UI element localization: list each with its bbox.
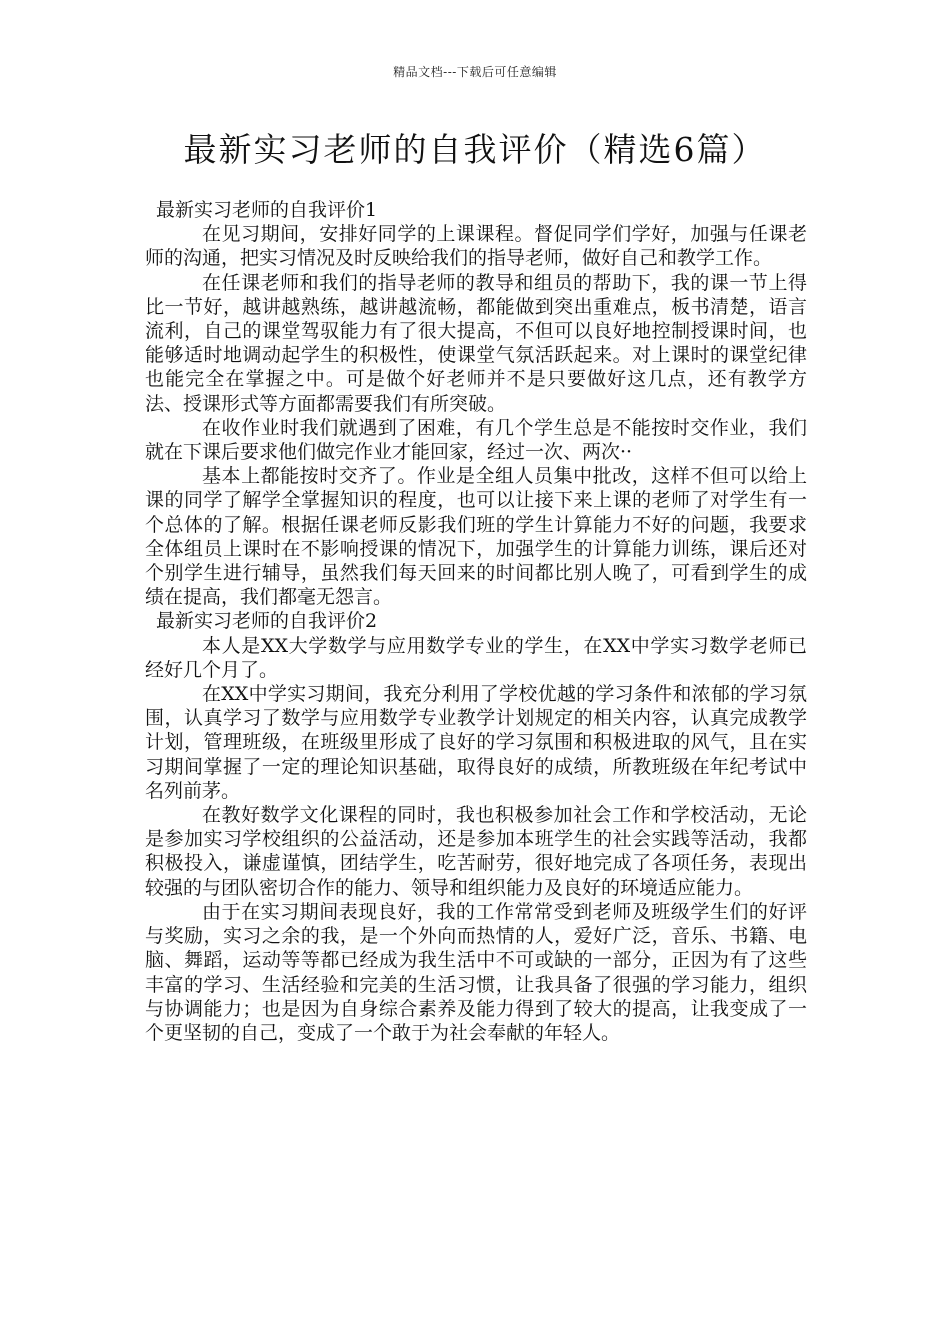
paragraph: 基本上都能按时交齐了。作业是全组人员集中批改，这样不但可以给上课的同学了解学全掌握知识的程度，也可以让接下来上课的老师了对学生有一个总体的了解。根据任课老师反影我们班的学生计算能力不好的问题，我要求全体组员上课时在不影响授课的情况下，加强学生的计算能力训练，课后还对个别学生进行辅导，虽然我们每天回来的时间都比别人晚了，可看到学生的成绩在提高，我们都毫无怨言。	[145, 465, 807, 609]
paragraph: 在XX中学实习期间，我充分利用了学校优越的学习条件和浓郁的学习氛围，认真学习了数学与应用数学专业教学计划规定的相关内容，认真完成教学计划，管理班级，在班级里形成了良好的学习氛围和积极进取的风气，且在实习期间掌握了一定的理论知识基础，取得良好的成绩，所教班级在年纪考试中名列前茅。	[145, 683, 807, 802]
section-heading: 最新实习老师的自我评价1	[156, 199, 378, 221]
page-header: 精品文档---下载后可任意编辑	[393, 65, 557, 79]
paragraph: 在见习期间，安排好同学的上课课程。督促同学们学好，加强与任课老师的沟通，把实习情况及时反映给我们的指导老师，做好自己和教学工作。	[145, 223, 807, 270]
paragraph: 在教好数学文化课程的同时，我也积极参加社会工作和学校活动，无论是参加实习学校组织的公益活动，还是参加本班学生的社会实践等活动，我都积极投入，谦虚谨慎，团结学生，吃苦耐劳，很好地完成了各项任务，表现出较强的与团队密切合作的能力、领导和组织能力及良好的环境适应能力。	[145, 804, 807, 899]
document-title: 最新实习老师的自我评价（精选6篇）	[183, 130, 767, 169]
document-body	[145, 198, 807, 1045]
paragraph: 在收作业时我们就遇到了困难，有几个学生总是不能按时交作业，我们就在下课后要求他们做完作业才能回家，经过一次、两次··	[145, 416, 807, 464]
paragraph: 由于在实习期间表现良好，我的工作常常受到老师及班级学生们的好评与奖励，实习之余的我，是一个外向而热情的人，爱好广泛，音乐、书籍、电脑、舞蹈，运动等等都已经成为我生活中不可或缺的一部分，正因为有了这些丰富的学习、生活经验和完美的生活习惯，让我具备了很强的学习能力，组织与协调能力；也是因为自身综合素养及能力得到了较大的提高，让我变成了一个更坚韧的自己，变成了一个敢于为社会奉献的年轻人。	[145, 900, 807, 1044]
paragraph: 本人是XX大学数学与应用数学专业的学生，在XX中学实习数学老师已经好几个月了。	[145, 634, 807, 681]
paragraph: 在任课老师和我们的指导老师的教导和组员的帮助下，我的课一节上得比一节好，越讲越熟练，越讲越流畅，都能做到突出重难点，板书清楚，语言流利，自己的课堂驾驭能力有了很大提高，不但可以良好地控制授课时间，也能够适时地调动起学生的积极性，使课堂气氛活跃起来。对上课时的课堂纪律也能完全在掌握之中。可是做个好老师并不是只要做好这几点，还有教学方法、授课形式等方面都需要我们有所突破。	[145, 271, 807, 415]
section-heading: 最新实习老师的自我评价2	[156, 610, 378, 633]
